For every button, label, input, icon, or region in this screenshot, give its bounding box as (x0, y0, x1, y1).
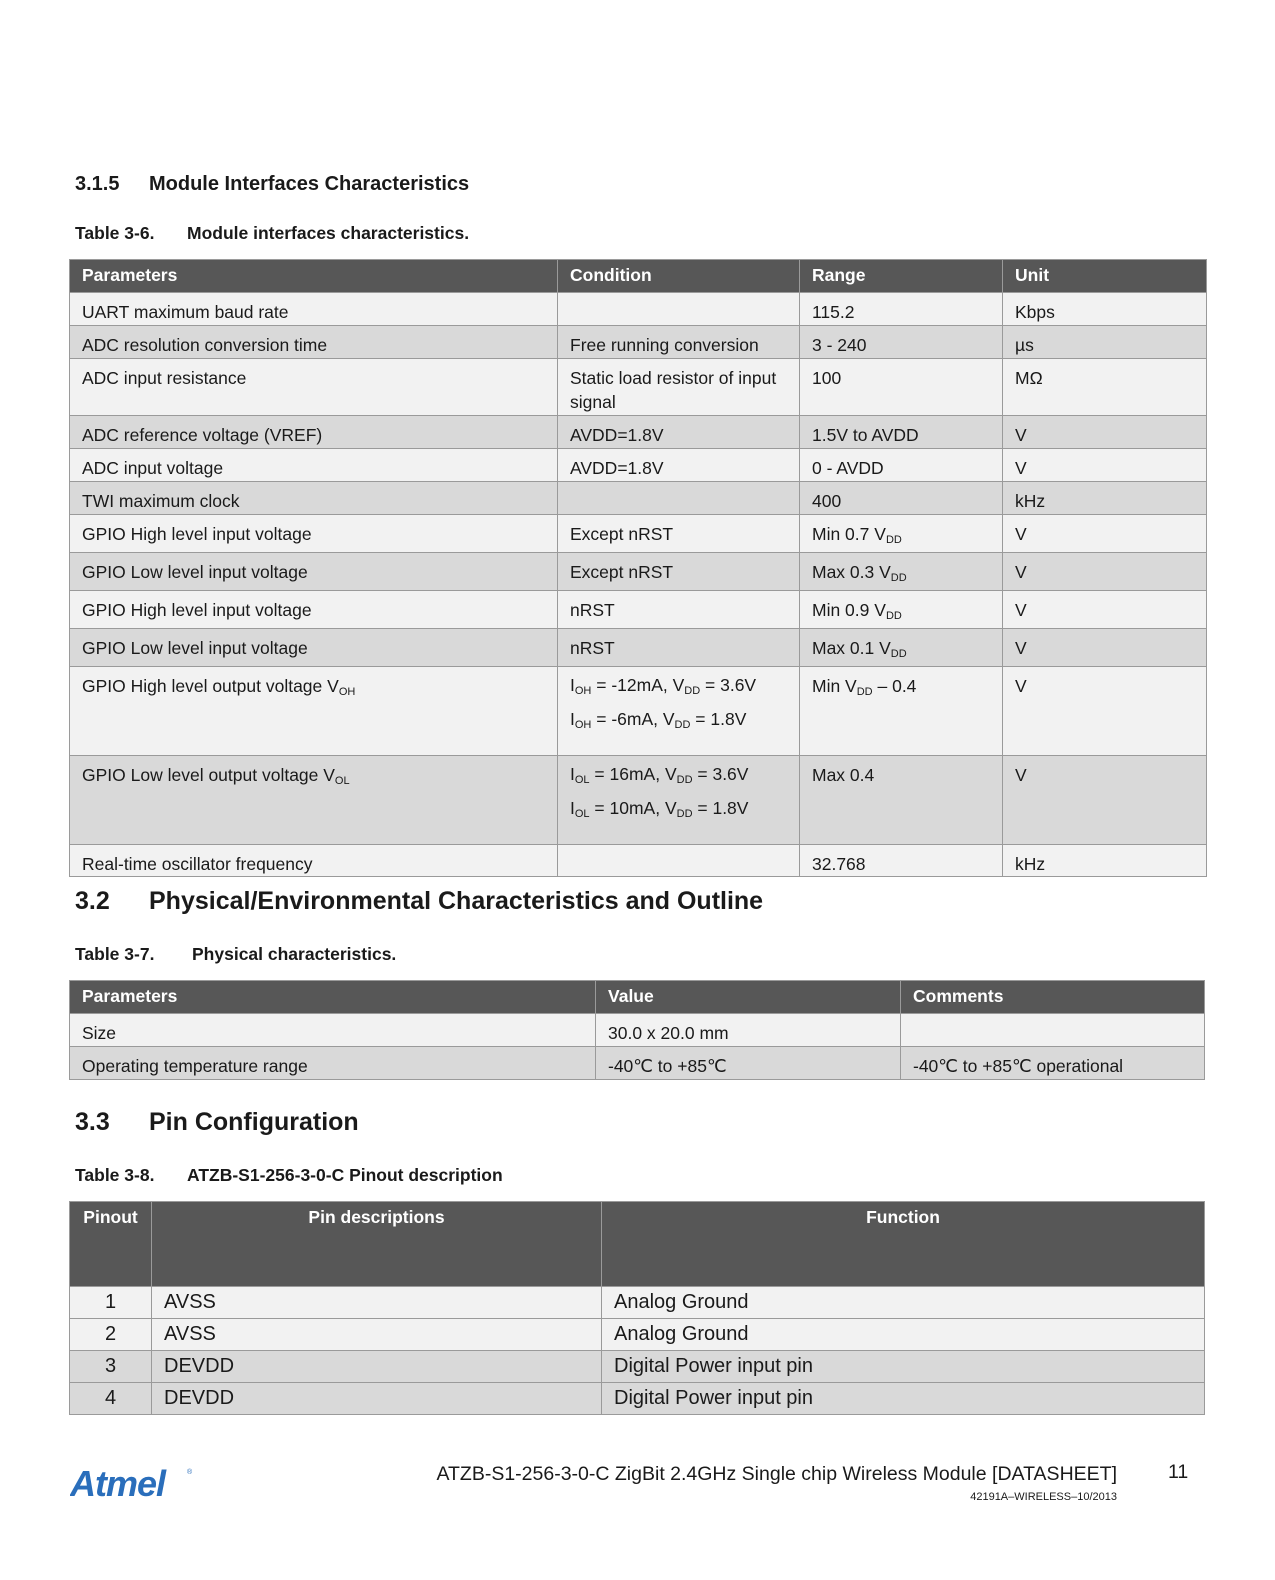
section-heading-3-2: 3.2 Physical/Environmental Characteristics and Outline (75, 887, 764, 915)
cell-parameter: UART maximum baud rate (70, 293, 558, 326)
cell-condition: nRST (558, 591, 800, 629)
cell-range: Min 0.9 $V_{DD}$ (800, 591, 1003, 629)
cell-condition: AVDD=1.8V (558, 449, 800, 482)
cell-unit: V (1003, 416, 1207, 449)
cell-parameter: GPIO High level input voltage (70, 515, 558, 553)
cell-parameter: GPIO Low level input voltage (70, 553, 558, 591)
cell-comment (901, 1014, 1205, 1047)
table-header-row (70, 981, 1205, 1014)
cell-condition: Free running conversion (558, 326, 800, 359)
table-row (70, 667, 1207, 756)
col-header-condition: Condition (558, 260, 800, 293)
table-row (70, 1351, 1205, 1383)
cell-condition: AVDD=1.8V (558, 416, 800, 449)
cell-parameter: ADC resolution conversion time (70, 326, 558, 359)
cell-range: 100 (800, 359, 1003, 416)
cell-range: Max 0.1 $V_{DD}$ (800, 629, 1003, 667)
cell-parameter: ADC input voltage (70, 449, 558, 482)
table-row (70, 1319, 1205, 1351)
footer-doc-code: 42191A–WIRELESS–10/2013 (970, 1491, 1117, 1503)
cell-function: Digital Power input pin (602, 1351, 1205, 1383)
module-interfaces-table (69, 259, 1207, 877)
col-header-pinout: Pinout (70, 1202, 152, 1287)
table-row (70, 449, 1207, 482)
cell-pin: 4 (70, 1383, 152, 1415)
table-row (70, 1383, 1205, 1415)
cell-pin-desc: AVSS (152, 1287, 602, 1319)
table-row (70, 1014, 1205, 1047)
cell-unit: V (1003, 756, 1207, 845)
cell-condition (558, 756, 800, 845)
cell-function: Digital Power input pin (602, 1383, 1205, 1415)
cell-parameter: TWI maximum clock (70, 482, 558, 515)
cell-pin: 2 (70, 1319, 152, 1351)
cell-range: Min 0.7 $V_{DD}$ (800, 515, 1003, 553)
condition-line: $I_{OL} = 16mA$, $V_{DD} = 3.6V$ (570, 764, 749, 786)
section-heading-3-3: 3.3 Pin Configuration (75, 1108, 359, 1136)
cell-parameter: Real-time oscillator frequency (70, 845, 558, 877)
table-header-row (70, 260, 1207, 293)
atmel-logo-text: Atmel (70, 1463, 166, 1502)
cell-unit: µs (1003, 326, 1207, 359)
table-3-6-caption: Table 3-6. Module interfaces characteristics. (75, 223, 470, 243)
cell-parameter: GPIO Low level output voltage $V_{OL}$ (70, 756, 558, 845)
cell-unit: V (1003, 515, 1207, 553)
cell-pin-desc: DEVDD (152, 1351, 602, 1383)
cell-pin: 1 (70, 1287, 152, 1319)
table-row (70, 591, 1207, 629)
cell-range: 3 - 240 (800, 326, 1003, 359)
registered-mark-icon: ® (187, 1469, 193, 1476)
table-row (70, 515, 1207, 553)
table-row (70, 293, 1207, 326)
cell-condition: Static load resistor of input signal (558, 359, 800, 416)
cell-parameter: ADC reference voltage (VREF) (70, 416, 558, 449)
cell-range: Max 0.4 (800, 756, 1003, 845)
cell-unit: V (1003, 629, 1207, 667)
cell-condition (558, 667, 800, 756)
cell-comment: -40℃ to +85℃ operational (901, 1047, 1205, 1080)
condition-line: $I_{OL} = 10mA$, $V_{DD} = 1.8V$ (570, 798, 749, 820)
table-row (70, 845, 1207, 877)
table-row (70, 1047, 1205, 1080)
table-row (70, 1287, 1205, 1319)
table-row (70, 482, 1207, 515)
section-heading-3-1-5: 3.1.5 Module Interfaces Characteristics (75, 173, 470, 195)
cell-range: 0 - AVDD (800, 449, 1003, 482)
cell-parameter: GPIO High level input voltage (70, 591, 558, 629)
cell-range: 1.5V to AVDD (800, 416, 1003, 449)
page-number: 11 (1168, 1461, 1189, 1483)
col-header-function: Function (602, 1202, 1205, 1287)
table-3-8-caption: Table 3-8. ATZB-S1-256-3-0-C Pinout description (75, 1165, 503, 1185)
cell-range: Max 0.3 $V_{DD}$ (800, 553, 1003, 591)
table-row (70, 629, 1207, 667)
condition-line: $I_{OH} = -6mA$, $V_{DD} = 1.8V$ (570, 709, 747, 731)
cell-function: Analog Ground (602, 1319, 1205, 1351)
cell-condition (558, 482, 800, 515)
table-header-row (70, 1202, 1205, 1287)
table-row (70, 326, 1207, 359)
cell-pin: 3 (70, 1351, 152, 1383)
cell-unit: V (1003, 449, 1207, 482)
col-header-comments: Comments (901, 981, 1205, 1014)
cell-range: 32.768 (800, 845, 1003, 877)
col-header-pin-descriptions: Pin descriptions (152, 1202, 602, 1287)
cell-unit: V (1003, 591, 1207, 629)
cell-unit: kHz (1003, 845, 1207, 877)
table-row (70, 756, 1207, 845)
cell-unit: MΩ (1003, 359, 1207, 416)
cell-condition: nRST (558, 629, 800, 667)
cell-parameter: ADC input resistance (70, 359, 558, 416)
col-header-parameters: Parameters (70, 981, 596, 1014)
pinout-table (69, 1201, 1205, 1415)
condition-line: $I_{OH} = -12mA$, $V_{DD} = 3.6V$ (570, 675, 757, 697)
cell-pin-desc: DEVDD (152, 1383, 602, 1415)
cell-unit: kHz (1003, 482, 1207, 515)
cell-value: -40℃ to +85℃ (596, 1047, 901, 1080)
cell-range: Min $V_{DD} - 0.4$ (800, 667, 1003, 756)
cell-pin-desc: AVSS (152, 1319, 602, 1351)
cell-condition (558, 293, 800, 326)
cell-parameter: Operating temperature range (70, 1047, 596, 1080)
physical-characteristics-table (69, 980, 1205, 1080)
cell-range: 115.2 (800, 293, 1003, 326)
atmel-logo (70, 1462, 200, 1502)
cell-unit: V (1003, 553, 1207, 591)
col-header-parameters: Parameters (70, 260, 558, 293)
cell-condition (558, 845, 800, 877)
table-3-7-caption: Table 3-7. Physical characteristics. (75, 944, 397, 964)
col-header-unit: Unit (1003, 260, 1207, 293)
cell-parameter: GPIO Low level input voltage (70, 629, 558, 667)
footer-doc-title: ATZB-S1-256-3-0-C ZigBit 2.4GHz Single chip Wireless Module [DATASHEET] (436, 1463, 1117, 1485)
cell-condition: Except nRST (558, 515, 800, 553)
cell-unit: Kbps (1003, 293, 1207, 326)
table-row (70, 359, 1207, 416)
cell-condition: Except nRST (558, 553, 800, 591)
table-row (70, 416, 1207, 449)
cell-value: 30.0 x 20.0 mm (596, 1014, 901, 1047)
cell-range: 400 (800, 482, 1003, 515)
cell-unit: V (1003, 667, 1207, 756)
col-header-value: Value (596, 981, 901, 1014)
col-header-range: Range (800, 260, 1003, 293)
cell-parameter: Size (70, 1014, 596, 1047)
cell-function: Analog Ground (602, 1287, 1205, 1319)
table-row (70, 553, 1207, 591)
cell-parameter: GPIO High level output voltage $V_{OH}$ (70, 667, 558, 756)
